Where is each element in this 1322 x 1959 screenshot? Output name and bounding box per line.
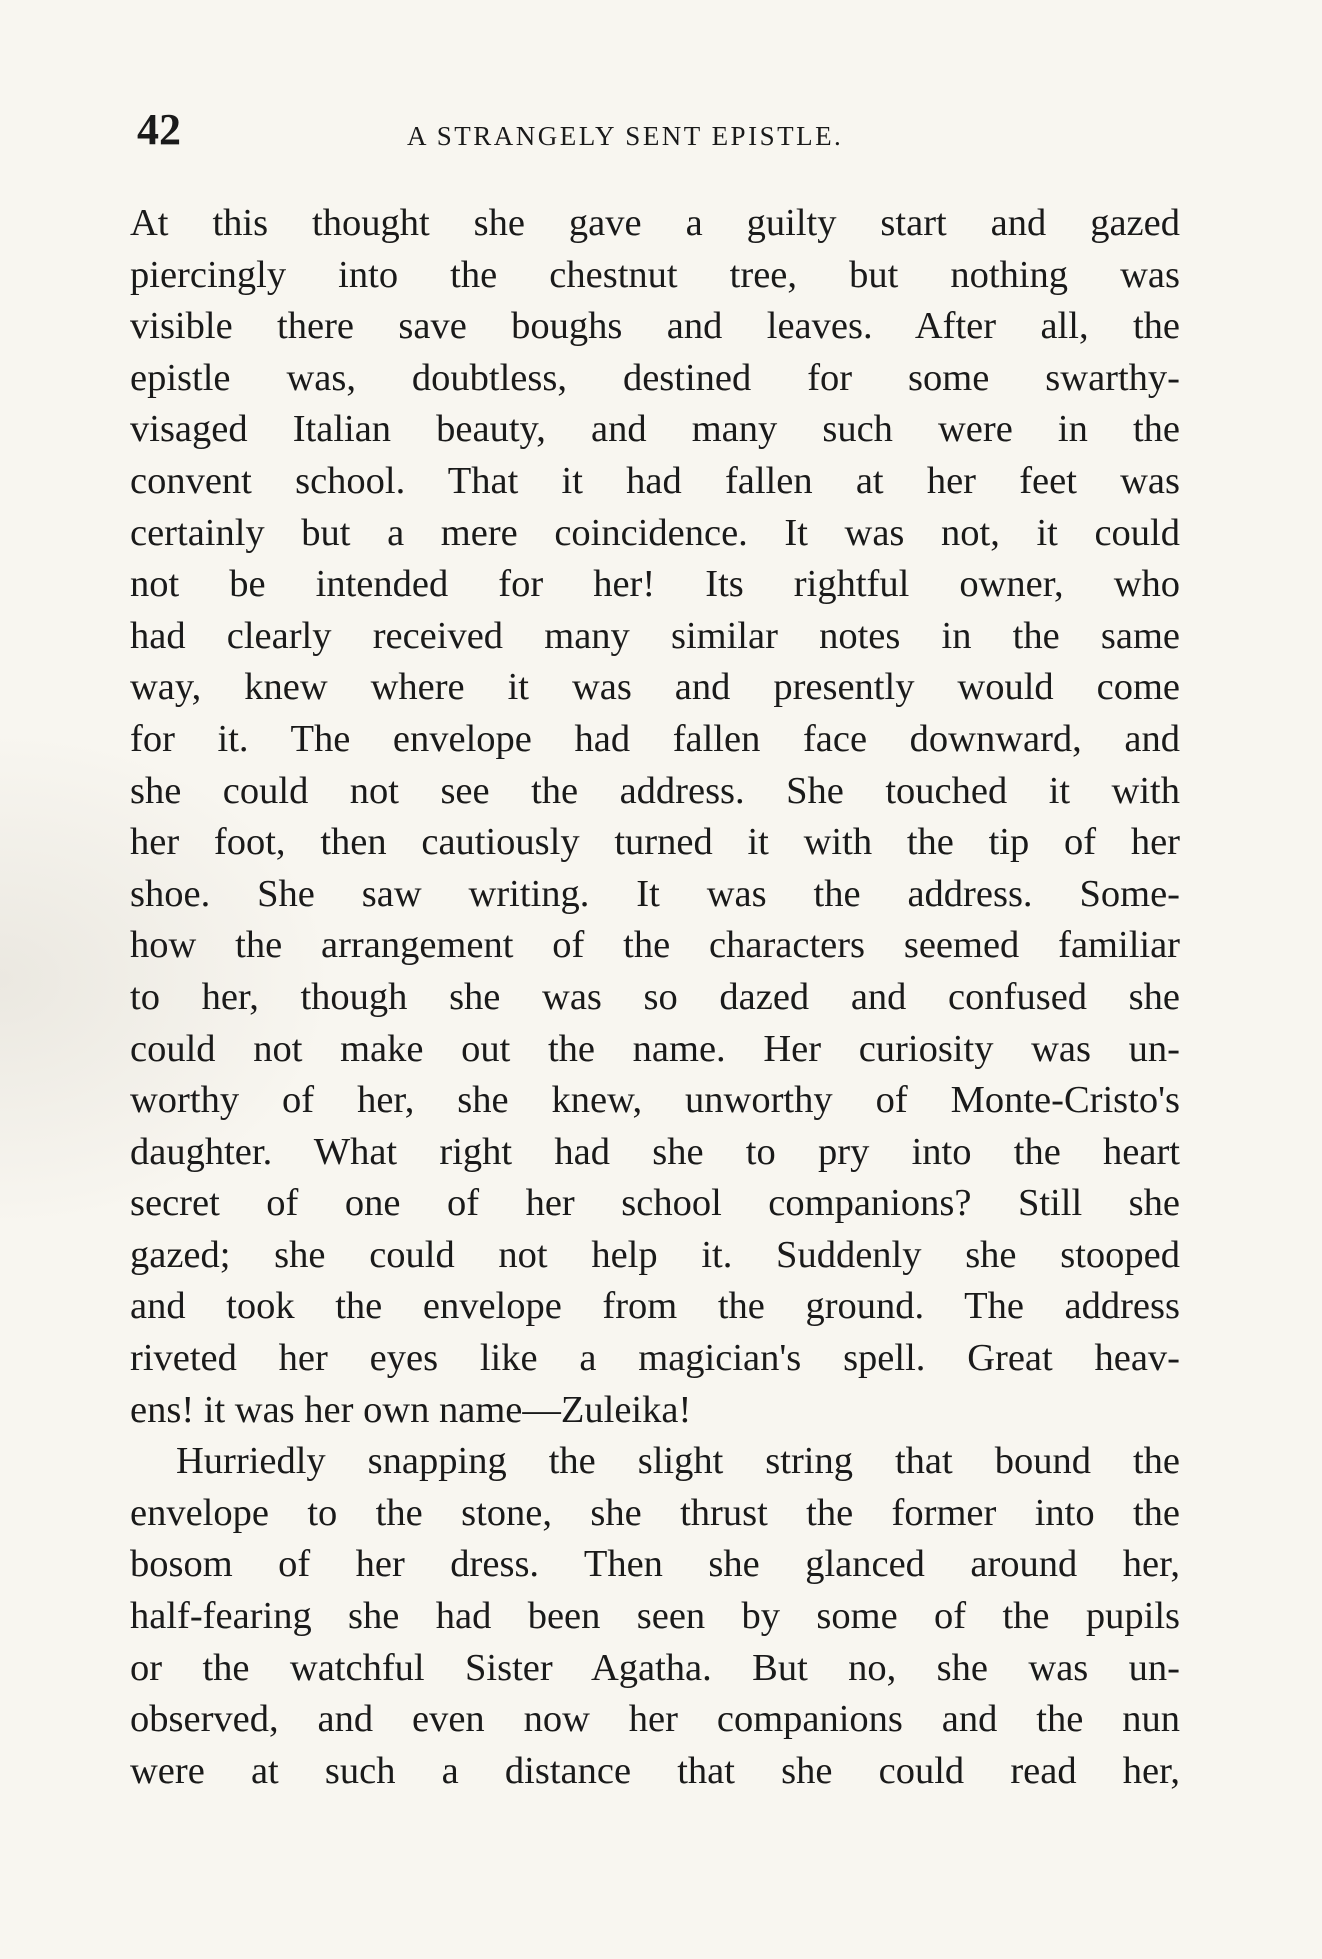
text-line: daughter. What right had she to pry into the heart: [130, 1130, 1180, 1173]
text-line: visible there save boughs and leaves. After all, the: [130, 305, 1180, 348]
body-text: [130, 198, 1180, 1797]
text-line: had clearly received many similar notes in the same: [130, 614, 1180, 657]
text-line: secret of one of her school companions? Still she: [130, 1182, 1180, 1225]
text-line: and took the envelope from the ground. The address: [130, 1285, 1180, 1328]
text-line: her foot, then cautiously turned it with the tip of her: [130, 821, 1180, 864]
page-number: 42: [137, 105, 181, 154]
text-line: bosom of her dress. Then she glanced around her,: [130, 1543, 1180, 1586]
running-title: A STRANGELY SENT EPISTLE.: [407, 121, 844, 151]
text-line: for it. The envelope had fallen face downward, and: [130, 717, 1180, 760]
text-line: visaged Italian beauty, and many such were in the: [130, 408, 1180, 451]
text-line: could not make out the name. Her curiosity was un-: [130, 1027, 1180, 1070]
text-line: piercingly into the chestnut tree, but nothing was: [130, 253, 1180, 296]
text-line: how the arrangement of the characters seemed familiar: [130, 924, 1180, 967]
text-line: or the watchful Sister Agatha. But no, she was un-: [130, 1646, 1180, 1689]
text-line: way, knew where it was and presently would come: [130, 666, 1180, 709]
text-line: gazed; she could not help it. Suddenly she stooped: [130, 1233, 1180, 1276]
text-line: observed, and even now her companions and the nun: [130, 1698, 1180, 1741]
text-line: convent school. That it had fallen at her feet was: [130, 459, 1180, 502]
text-line: to her, though she was so dazed and confused she: [130, 975, 1180, 1018]
text-line: At this thought she gave a guilty start and gazed: [130, 202, 1180, 244]
paragraph: [130, 198, 1180, 1436]
text-line: riveted her eyes like a magician's spell. Great heav-: [130, 1337, 1180, 1380]
text-line: ens! it was her own name—Zuleika!: [130, 1388, 692, 1431]
paragraph: [130, 1436, 1180, 1797]
text-line: envelope to the stone, she thrust the former into the: [130, 1491, 1180, 1534]
text-line: Hurriedly snapping the slight string that bound the: [176, 1440, 1180, 1483]
text-line: shoe. She saw writing. It was the address. Some-: [130, 872, 1180, 915]
text-line: not be intended for her! Its rightful owner, who: [130, 563, 1180, 606]
text-line: she could not see the address. She touched it with: [130, 769, 1180, 812]
page-header: [137, 100, 1197, 160]
text-line: half-fearing she had been seen by some of the pupils: [130, 1595, 1180, 1638]
text-line: worthy of her, she knew, unworthy of Monte-Cristo's: [130, 1079, 1180, 1122]
text-line: were at such a distance that she could read her,: [130, 1749, 1180, 1792]
text-line: certainly but a mere coincidence. It was not, it could: [130, 511, 1180, 554]
text-line: epistle was, doubtless, destined for some swarthy-: [130, 356, 1180, 399]
